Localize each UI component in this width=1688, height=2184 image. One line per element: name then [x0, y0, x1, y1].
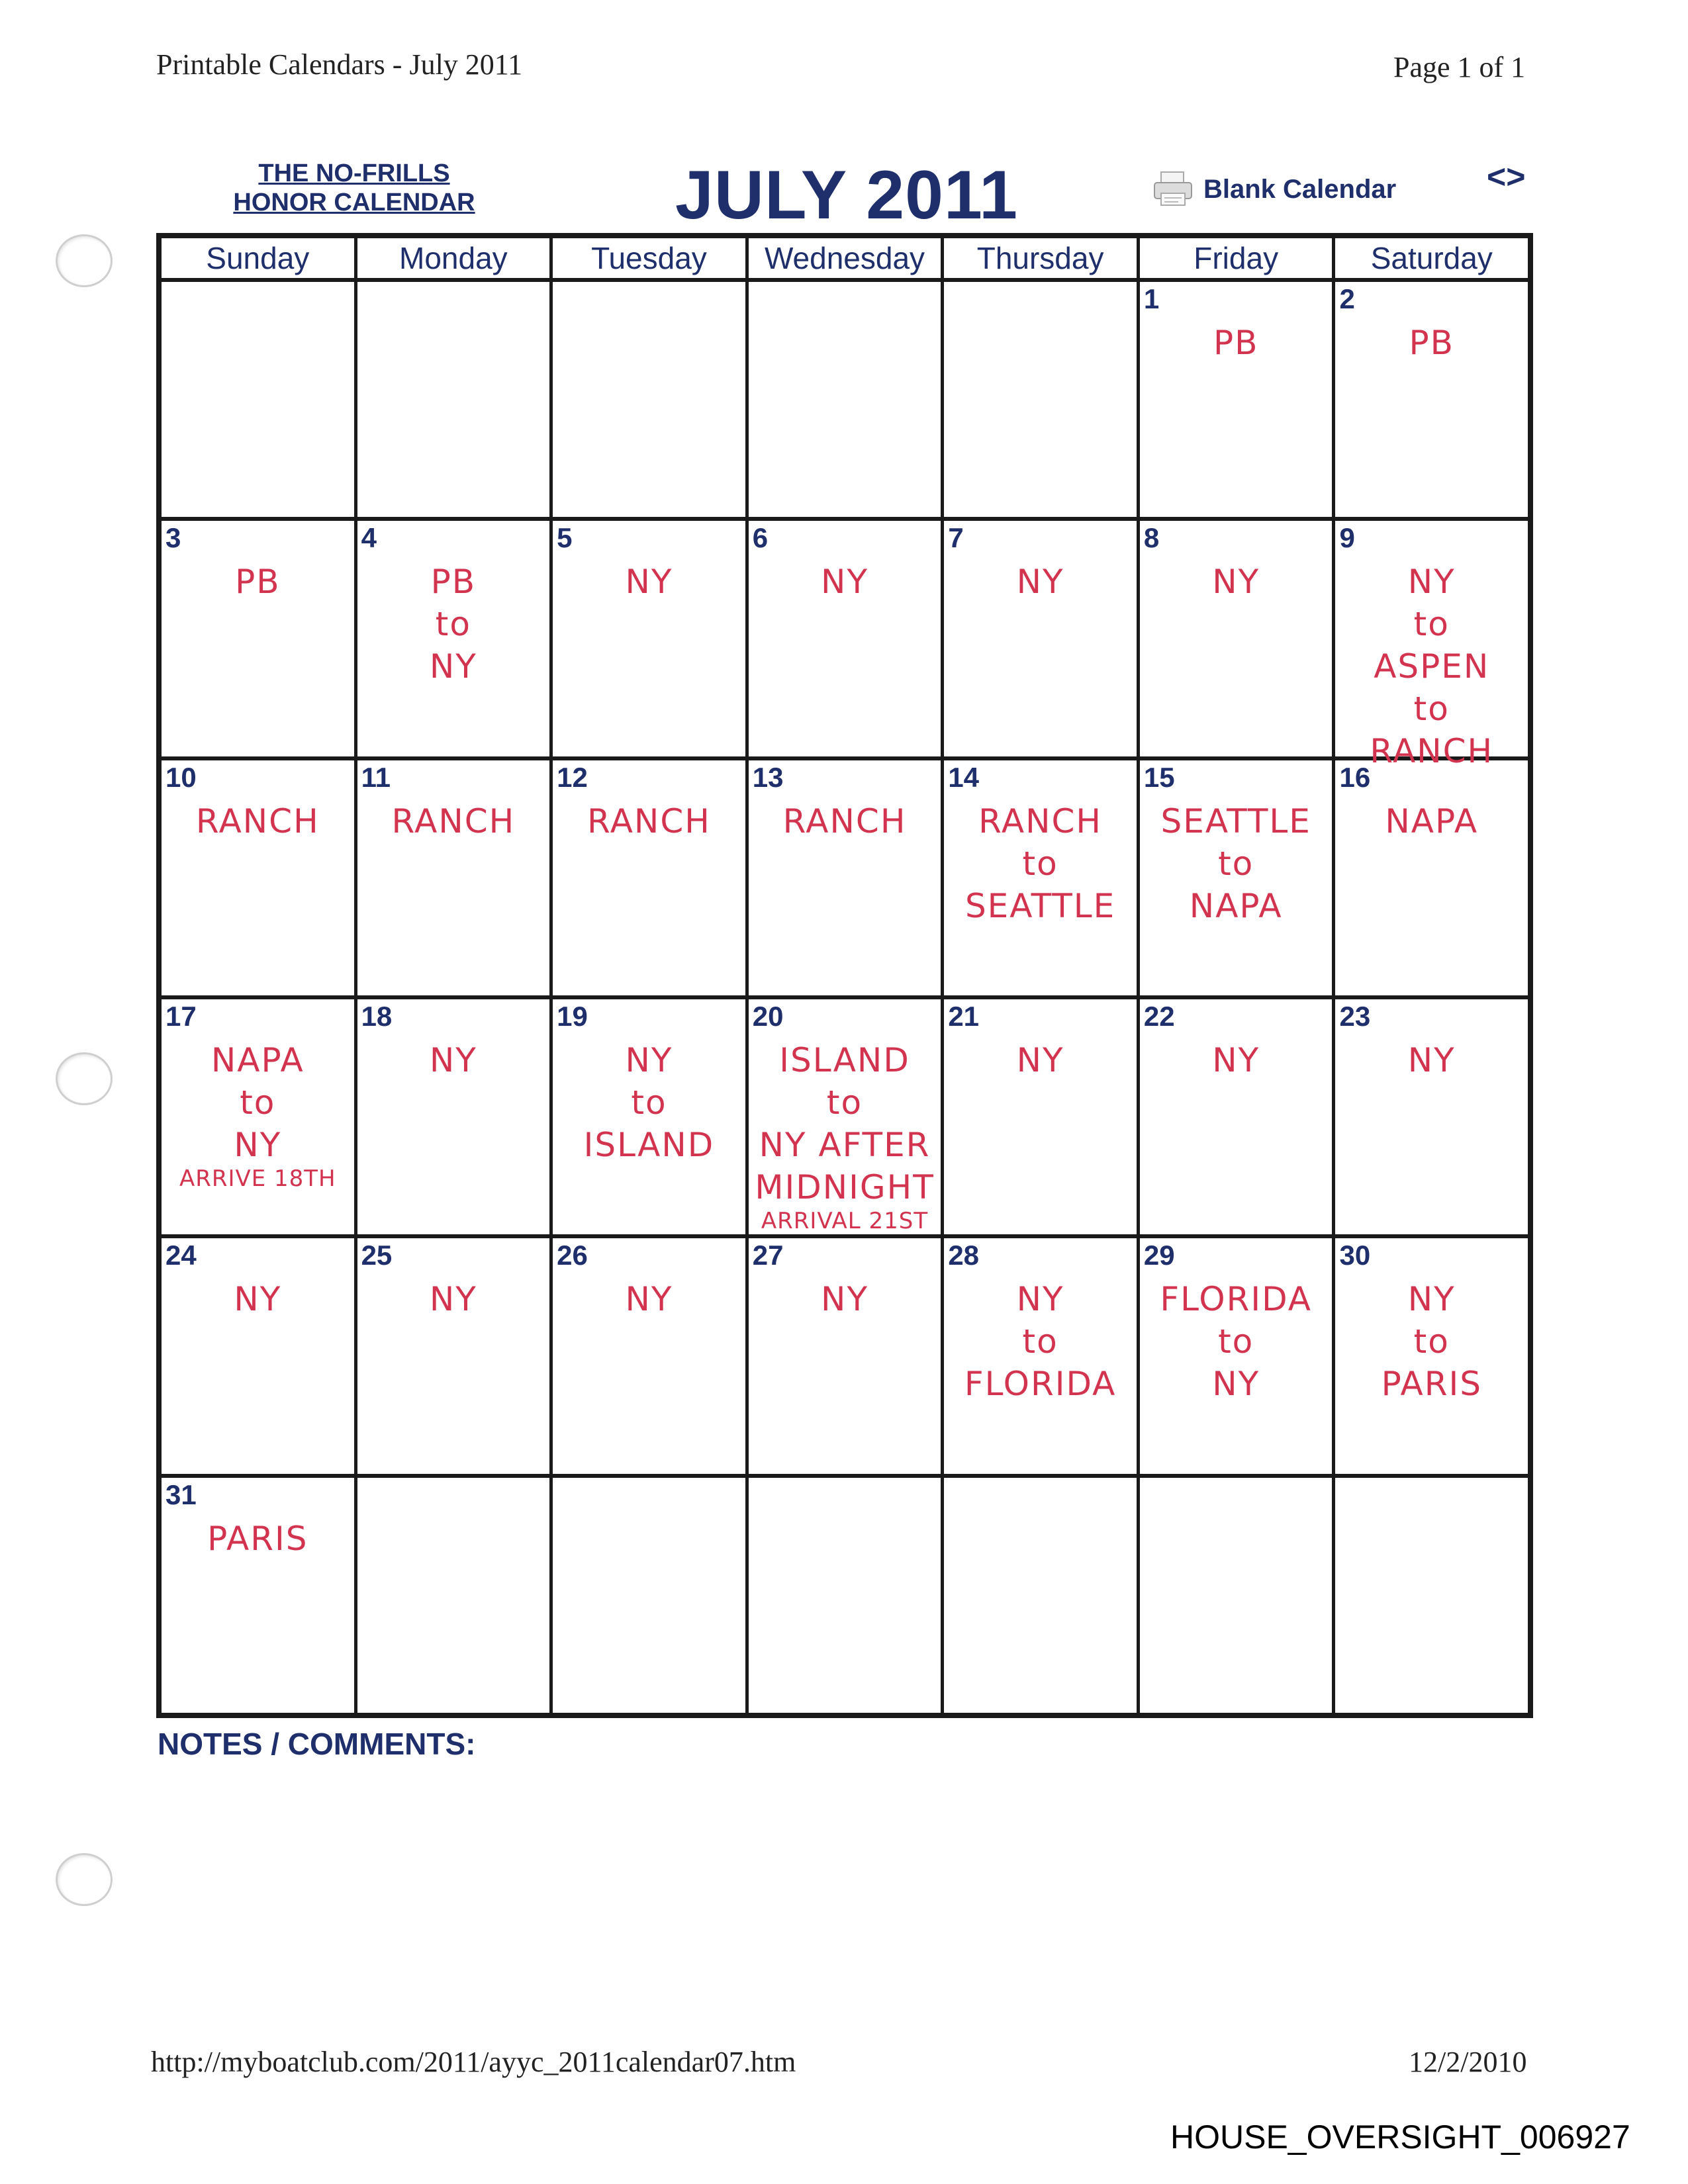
day-number: 12: [557, 761, 588, 793]
weekday-thursday: Thursday: [941, 238, 1137, 278]
handwritten-note: [363, 561, 545, 688]
handwritten-note: [1340, 561, 1523, 772]
day-cell[interactable]: [1137, 521, 1333, 756]
day-cell[interactable]: [354, 282, 550, 517]
weekday-header-row: [162, 238, 1528, 282]
weekday-tuesday: Tuesday: [549, 238, 745, 278]
week-row: [162, 756, 1528, 995]
note-line: NY: [234, 1125, 282, 1164]
weekday-wednesday: Wednesday: [745, 238, 941, 278]
handwritten-note: [558, 1039, 740, 1166]
note-line: to: [1218, 844, 1254, 883]
day-number: 19: [557, 1000, 588, 1032]
handwritten-note: [754, 1278, 936, 1320]
note-line: NY: [1407, 1040, 1456, 1079]
note-line: ASPEN: [1374, 647, 1490, 686]
day-number: 22: [1143, 1000, 1175, 1032]
month-title: JULY 2011: [675, 157, 1018, 234]
day-cell[interactable]: [549, 999, 745, 1234]
note-line: MIDNIGHT: [755, 1167, 935, 1206]
printer-icon: [1152, 171, 1194, 208]
note-line: to: [1218, 1322, 1254, 1361]
handwritten-note: [167, 1278, 349, 1320]
note-line: NY: [1016, 1280, 1064, 1319]
note-line: RANCH: [782, 801, 907, 841]
handwritten-note: [1340, 322, 1523, 364]
day-cell[interactable]: [354, 1478, 550, 1713]
handwritten-note: [167, 1039, 349, 1191]
week-row: [162, 1474, 1528, 1713]
handwritten-note: [949, 1278, 1131, 1405]
weekday-friday: Friday: [1137, 238, 1333, 278]
note-line: PARIS: [207, 1519, 308, 1558]
day-cell[interactable]: [941, 521, 1137, 756]
day-number: 3: [165, 522, 181, 554]
day-cell[interactable]: [941, 1238, 1137, 1473]
day-cell[interactable]: [745, 1238, 941, 1473]
handwritten-note: [949, 1039, 1131, 1081]
note-line: NY AFTER: [759, 1125, 931, 1164]
note-line: NY: [429, 1040, 477, 1079]
day-number: 17: [165, 1000, 197, 1032]
day-cell[interactable]: [745, 521, 941, 756]
note-line: FLORIDA: [964, 1365, 1117, 1404]
day-cell[interactable]: [941, 1478, 1137, 1713]
print-header-page: Page 1 of 1: [1393, 51, 1526, 83]
punch-hole-middle: [56, 1052, 113, 1105]
day-cell[interactable]: [162, 1238, 354, 1473]
note-line: RANCH: [587, 801, 711, 841]
handwritten-note: [167, 1518, 349, 1560]
handwritten-note: [558, 561, 740, 603]
note-line: NY: [1212, 563, 1260, 602]
blank-calendar-label: Blank Calendar: [1203, 174, 1397, 204]
day-cell[interactable]: [1332, 760, 1528, 995]
handwritten-note: [949, 561, 1131, 603]
day-number: 16: [1339, 761, 1371, 793]
note-subline: ARRIVE 18TH: [179, 1165, 336, 1192]
note-line: to: [240, 1083, 276, 1122]
note-line: NY: [625, 563, 673, 602]
week-row: [162, 282, 1528, 517]
day-number: 13: [752, 761, 784, 793]
day-number: 29: [1143, 1240, 1175, 1271]
note-line: PB: [235, 563, 281, 602]
note-line: ISLAND: [583, 1125, 715, 1164]
day-cell[interactable]: [1137, 1478, 1333, 1713]
note-line: to: [1022, 1322, 1058, 1361]
note-line: NY: [1016, 563, 1064, 602]
note-line: NY: [1212, 1365, 1260, 1404]
day-cell[interactable]: [1137, 999, 1333, 1234]
handwritten-note: [1340, 1039, 1523, 1081]
calendar-brand[interactable]: [199, 159, 510, 217]
week-row: [162, 1234, 1528, 1473]
day-cell[interactable]: [1332, 1238, 1528, 1473]
day-cell[interactable]: [549, 1478, 745, 1713]
day-cell[interactable]: [941, 282, 1137, 517]
note-line: PB: [1409, 324, 1454, 362]
note-line: PB: [430, 563, 477, 602]
day-cell[interactable]: [549, 760, 745, 995]
day-number: 21: [948, 1000, 980, 1032]
day-number: 10: [165, 761, 197, 793]
day-number: 25: [361, 1240, 393, 1271]
day-number: 30: [1339, 1240, 1371, 1271]
day-number: 28: [948, 1240, 980, 1271]
note-line: to: [826, 1083, 863, 1122]
handwritten-note: [363, 1278, 545, 1320]
day-number: 7: [948, 522, 964, 554]
footer-url: http://myboatclub.com/2011/ayyc_2011calendar07.htm: [151, 2046, 796, 2078]
day-number: 2: [1339, 283, 1355, 314]
day-cell[interactable]: [162, 1478, 354, 1713]
print-header-title: Printable Calendars - July 2011: [156, 48, 523, 81]
note-line: NY: [821, 563, 868, 602]
note-line: to: [1413, 690, 1450, 729]
day-number: 11: [361, 761, 391, 793]
blank-calendar-link[interactable]: [1152, 171, 1396, 208]
day-cell[interactable]: [745, 1478, 941, 1713]
handwritten-note: [1340, 1278, 1523, 1405]
note-line: RANCH: [1370, 732, 1494, 771]
day-number: 8: [1143, 522, 1160, 554]
day-number: 15: [1143, 761, 1175, 793]
note-line: NY: [1212, 1040, 1260, 1079]
calendar-weeks: [162, 282, 1528, 1713]
bates-number: HOUSE_OVERSIGHT_006927: [1170, 2118, 1630, 2156]
note-line: SEATTLE: [1160, 801, 1311, 841]
day-cell[interactable]: [941, 760, 1137, 995]
punch-hole-bottom: [56, 1853, 113, 1906]
day-cell[interactable]: [1137, 760, 1333, 995]
day-number: 14: [948, 761, 980, 793]
day-cell[interactable]: [745, 999, 941, 1234]
weekday-saturday: Saturday: [1332, 238, 1528, 278]
note-line: NY: [625, 1040, 673, 1079]
note-line: NY: [821, 1280, 868, 1319]
note-line: NAPA: [1385, 801, 1479, 841]
note-line: PARIS: [1381, 1365, 1482, 1404]
day-cell[interactable]: [745, 282, 941, 517]
note-line: NY: [1407, 1280, 1456, 1319]
day-cell[interactable]: [549, 521, 745, 756]
handwritten-note: [754, 561, 936, 603]
day-number: 20: [752, 1000, 784, 1032]
day-number: 9: [1339, 522, 1355, 554]
note-line: PB: [1213, 324, 1259, 362]
day-cell[interactable]: [1332, 521, 1528, 771]
day-cell[interactable]: [354, 521, 550, 756]
handwritten-note: [1145, 800, 1327, 927]
week-row: [162, 517, 1528, 771]
day-cell[interactable]: [1137, 1238, 1333, 1473]
handwritten-note: [167, 561, 349, 603]
day-cell[interactable]: [1332, 282, 1528, 517]
day-number: 26: [557, 1240, 588, 1271]
note-line: RANCH: [391, 801, 516, 841]
note-line: NAPA: [211, 1040, 305, 1079]
handwritten-note: [1145, 1039, 1327, 1081]
day-number: 1: [1143, 283, 1160, 314]
day-cell[interactable]: [1332, 999, 1528, 1234]
handwritten-note: [1145, 561, 1327, 603]
note-line: ISLAND: [779, 1040, 910, 1079]
note-line: RANCH: [195, 801, 320, 841]
day-number: 23: [1339, 1000, 1371, 1032]
note-line: NY: [429, 1280, 477, 1319]
day-number: 24: [165, 1240, 197, 1271]
day-number: 5: [557, 522, 573, 554]
day-number: 4: [361, 522, 377, 554]
brand-line-2: HONOR CALENDAR: [233, 189, 475, 216]
note-line: RANCH: [978, 801, 1103, 841]
note-line: NY: [234, 1280, 282, 1319]
note-line: NAPA: [1189, 886, 1283, 925]
calendar-grid: [156, 233, 1533, 1718]
handwritten-note: [949, 800, 1131, 927]
note-line: to: [1022, 844, 1058, 883]
punch-hole-top: [56, 234, 113, 287]
brand-line-1: THE NO-FRILLS: [258, 159, 450, 187]
day-number: 6: [752, 522, 769, 554]
day-number: 31: [165, 1479, 197, 1510]
day-cell[interactable]: [162, 282, 354, 517]
handwritten-note: [167, 800, 349, 842]
day-cell[interactable]: [745, 760, 941, 995]
day-cell[interactable]: [941, 999, 1137, 1234]
handwritten-note: [754, 800, 936, 842]
note-line: NY: [429, 647, 477, 686]
note-line: FLORIDA: [1160, 1280, 1312, 1319]
note-line: to: [631, 1083, 667, 1122]
weekday-monday: Monday: [354, 238, 550, 278]
note-line: to: [1413, 605, 1450, 644]
note-line: SEATTLE: [964, 886, 1116, 925]
note-line: NY: [1407, 563, 1456, 602]
note-subline: ARRIVAL 21ST: [761, 1207, 929, 1234]
handwritten-note: [558, 1278, 740, 1320]
day-cell[interactable]: [549, 282, 745, 517]
day-cell[interactable]: [354, 1238, 550, 1473]
day-cell[interactable]: [1137, 282, 1333, 517]
day-cell[interactable]: [1332, 1478, 1528, 1713]
handwritten-note: [558, 800, 740, 842]
week-row: [162, 995, 1528, 1234]
handwritten-note: [1145, 322, 1327, 364]
day-number: 27: [752, 1240, 784, 1271]
note-line: to: [1413, 1322, 1450, 1361]
handwritten-note: [363, 800, 545, 842]
notes-label: NOTES / COMMENTS:: [158, 1727, 476, 1761]
footer-date: 12/2/2010: [1409, 2046, 1527, 2078]
day-cell[interactable]: [549, 1238, 745, 1473]
note-line: to: [435, 605, 471, 644]
day-cell[interactable]: [162, 760, 354, 995]
day-cell[interactable]: [162, 999, 354, 1234]
handwritten-note: [1145, 1278, 1327, 1405]
handwritten-note: [754, 1039, 936, 1234]
day-cell[interactable]: [354, 999, 550, 1234]
note-line: NY: [1016, 1040, 1064, 1079]
month-nav-arrows[interactable]: <>: [1487, 158, 1526, 195]
day-cell[interactable]: [354, 760, 550, 995]
note-line: NY: [625, 1280, 673, 1319]
weekday-sunday: Sunday: [206, 241, 310, 275]
handwritten-note: [1340, 800, 1523, 842]
day-cell[interactable]: [162, 521, 354, 756]
day-number: 18: [361, 1000, 393, 1032]
handwritten-note: [363, 1039, 545, 1081]
